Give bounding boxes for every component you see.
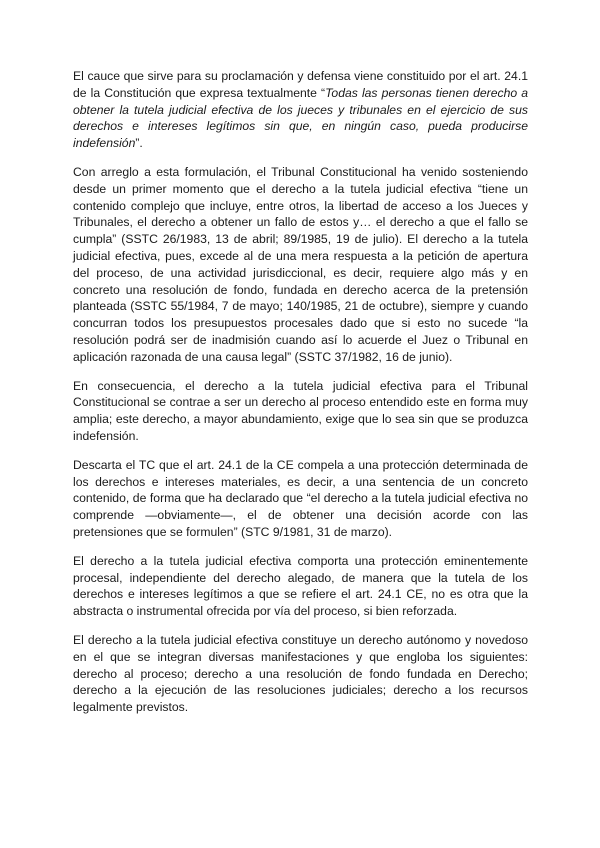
constitution-quote: Todas las personas tienen derecho a obtener la tutela judicial efectiva de los jueces y tribunales en el ejercicio de sus derechos e intereses legítimos sin que, en ningún caso, pueda producirse indefensión xyxy=(73,85,528,151)
paragraph-6: El derecho a la tutela judicial efectiva constituye un derecho autónomo y novedoso en el que se integran diversas manifestaciones y que engloba los siguientes: derecho al proceso; derecho a una resolución de fondo fundada en Derecho; derecho a la ejecución de las resoluciones judiciales; derecho a los recursos legalmente previstos. xyxy=(73,632,528,715)
paragraph-5: El derecho a la tutela judicial efectiva comporta una protección eminentemente procesal, independiente del derecho alegado, de manera que la tutela de los derechos e intereses legítimos a que se refiere el art. 24.1 CE, no es otra que la abstracta o instrumental ofrecida por vía del proceso, si bien reforzada. xyxy=(73,553,528,619)
paragraph-1 xyxy=(73,68,528,152)
paragraph-2: Con arreglo a esta formulación, el Tribunal Constitucional ha venido sosteniendo desde un primer momento que el derecho a la tutela judicial efectiva “tiene un contenido complejo que incluye, entre otros, la libertad de acceso a los Jueces y Tribunales, el derecho a obtener un fallo de estos y… el derecho a que el fallo se cumpla” (SSTC 26/1983, 13 de abril; 89/1985, 19 de julio). El derecho a la tutela judicial efectiva, pues, excede al de una mera respuesta a la petición de apertura del proceso, de una actividad jurisdiccional, es decir, requiere algo más y en concreto una resolución de fondo, fundada en derecho acerca de la pretensión planteada (SSTC 55/1984, 7 de mayo; 140/1985, 21 de octubre), siempre y cuando concurran todos los presupuestos procesales dado que si esto no sucede “la resolución podrá ser de inadmisión cuando así lo acuerde el Juez o Tribunal en aplicación razonada de una causa legal” (SSTC 37/1982, 16 de junio). xyxy=(73,164,528,364)
paragraph-1-intro: El cauce que sirve para su proclamación y defensa viene constituido por el art. 24.1 de la Constitución que expresa textualmente “ xyxy=(73,69,528,100)
paragraph-1-end: ”. xyxy=(135,136,143,151)
paragraph-3: En consecuencia, el derecho a la tutela judicial efectiva para el Tribunal Constitucional se contrae a ser un derecho al proceso entendido este en forma muy amplia; este derecho, a mayor abundamiento, exige que lo sea sin que se produzca indefensión. xyxy=(73,378,528,443)
document-page xyxy=(73,68,528,728)
paragraph-4: Descarta el TC que el art. 24.1 de la CE compela a una protección determinada de los derechos e intereses materiales, es decir, a una sentencia de un concreto contenido, de forma que ha declarado que “el derecho a la tutela judicial efectiva no comprende —obviamente—, el de obtener una decisión acorde con las pretensiones que se formulen” (STC 9/1981, 31 de marzo). xyxy=(73,457,528,539)
